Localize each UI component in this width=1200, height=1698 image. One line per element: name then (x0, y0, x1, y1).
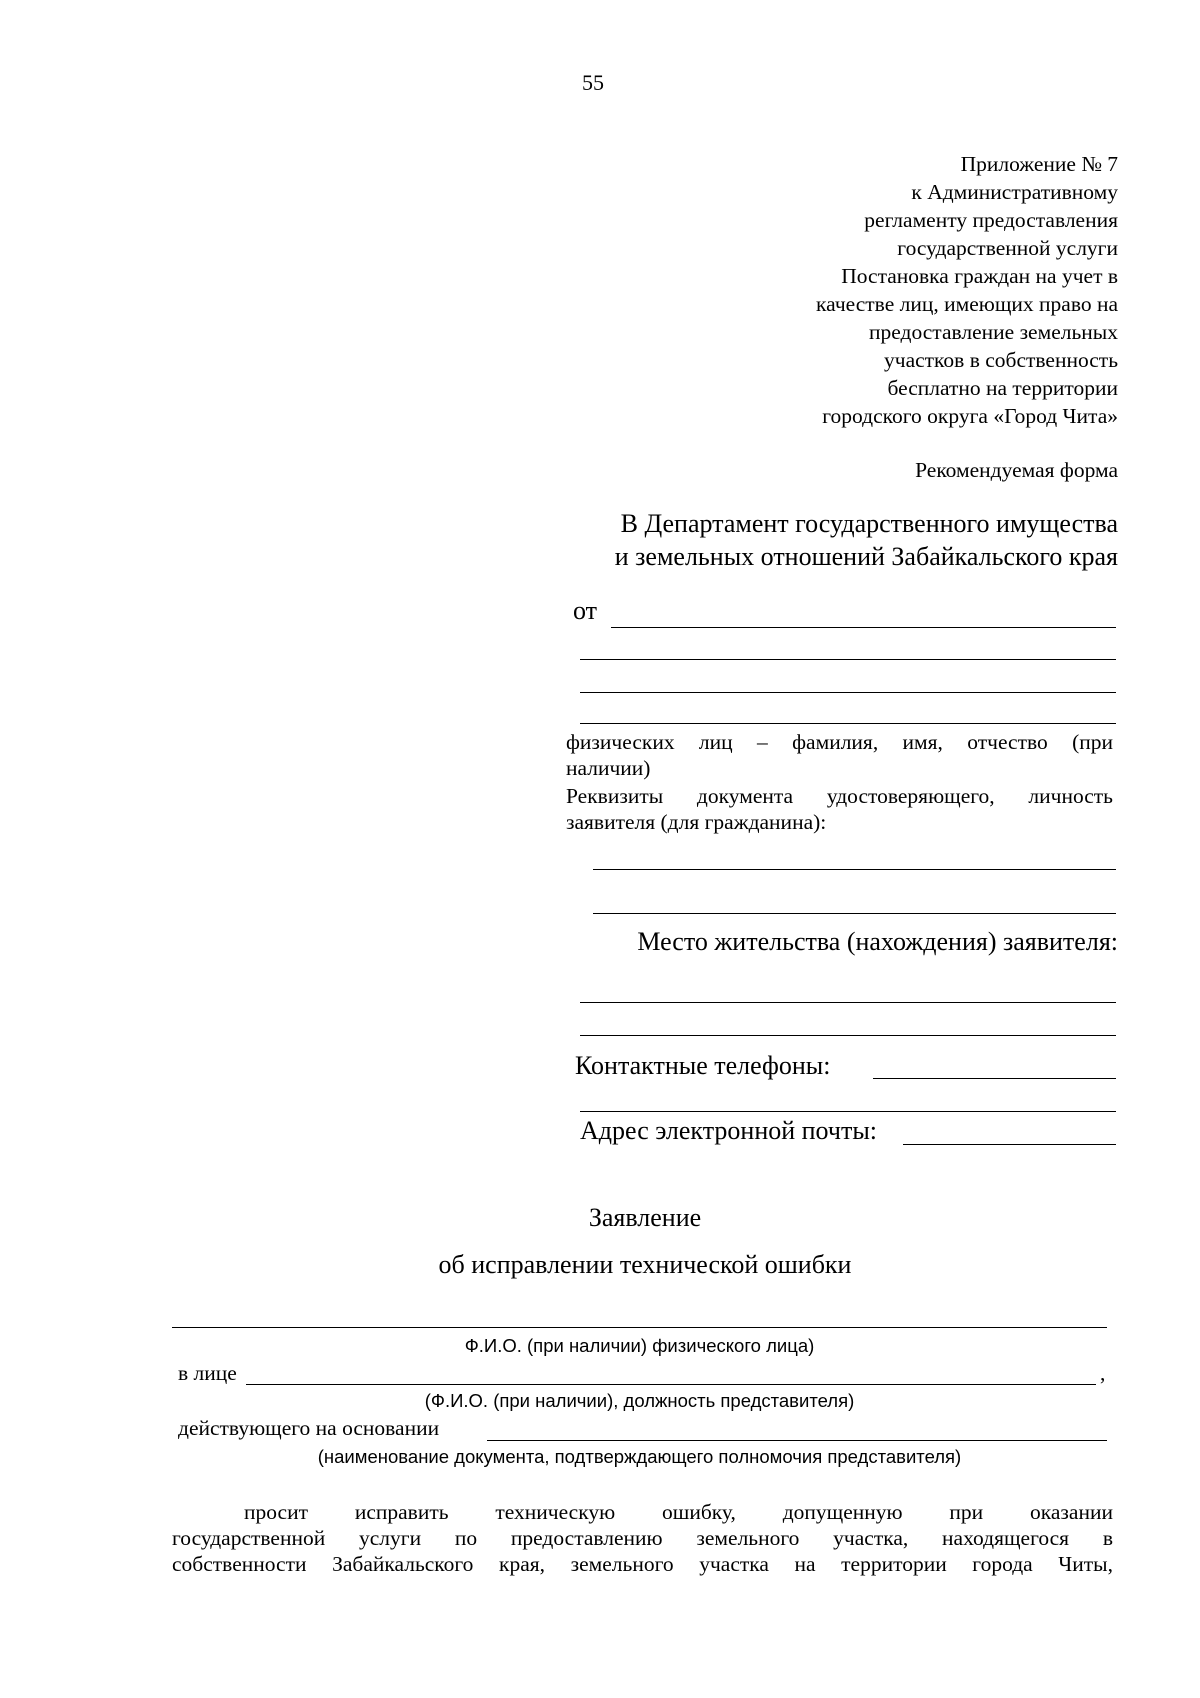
name-hint-line: физических лиц – фамилия, имя, отчество (при (566, 730, 1113, 754)
id-document-field-line[interactable] (593, 869, 1116, 870)
person-field-line[interactable] (172, 1327, 1107, 1328)
phones-field-line[interactable] (873, 1078, 1116, 1079)
represented-caption: (Ф.И.О. (при наличии), должность представителя) (424, 1390, 855, 1411)
appendix-header (816, 150, 1118, 430)
represented-comma: , (1100, 1361, 1106, 1385)
appendix-line: Приложение № 7 (960, 152, 1118, 176)
body-paragraph (172, 1499, 1113, 1577)
appendix-line: к Административному (911, 180, 1118, 204)
email-label: Адрес электронной почты: (580, 1116, 878, 1145)
id-document-line: заявителя (для гражданина): (566, 810, 827, 834)
from-field-line[interactable] (611, 627, 1116, 628)
residence-field-line[interactable] (580, 1035, 1116, 1036)
from-label: от (573, 596, 598, 625)
name-hint-line: наличии) (566, 756, 651, 780)
person-caption: Ф.И.О. (при наличии) физического лица) (464, 1335, 815, 1356)
residence-label: Место жительства (нахождения) заявителя: (637, 927, 1118, 956)
name-hint (566, 729, 1113, 781)
addressee-line: В Департамент государственного имущества (620, 509, 1118, 538)
phones-label: Контактные телефоны: (575, 1051, 831, 1080)
id-document-field-line[interactable] (593, 913, 1116, 914)
form-note: Рекомендуемая форма (915, 458, 1118, 482)
basis-caption: (наименование документа, подтверждающего полномочия представителя) (317, 1446, 962, 1467)
residence-field-line[interactable] (580, 1002, 1116, 1003)
from-field-line[interactable] (580, 692, 1116, 693)
appendix-line: участков в собственность (884, 348, 1118, 372)
appendix-line: городского округа «Город Чита» (822, 404, 1118, 428)
appendix-line: качестве лиц, имеющих право на (816, 292, 1118, 316)
body-line: государственной услуги по предоставлению земельного участка, находящегося в (172, 1526, 1113, 1550)
appendix-line: бесплатно на территории (887, 376, 1118, 400)
addressee (615, 507, 1118, 573)
id-document-label (566, 783, 1113, 835)
basis-field-line[interactable] (487, 1440, 1107, 1441)
document-subtitle: об исправлении технической ошибки (438, 1250, 852, 1279)
body-line: просит исправить техническую ошибку, допущенную при оказании (244, 1500, 1113, 1524)
phones-field-line[interactable] (580, 1111, 1116, 1112)
body-line: собственности Забайкальского края, земельного участка на территории города Читы, (172, 1552, 1113, 1576)
from-field-line[interactable] (580, 723, 1116, 724)
page-number: 55 (582, 70, 604, 95)
basis-label: действующего на основании (178, 1416, 440, 1440)
represented-field-line[interactable] (246, 1384, 1096, 1385)
addressee-line: и земельных отношений Забайкальского края (614, 542, 1118, 571)
id-document-line: Реквизиты документа удостоверяющего, личность (566, 784, 1113, 808)
appendix-line: регламенту предоставления (864, 208, 1118, 232)
appendix-line: Постановка граждан на учет в (841, 264, 1118, 288)
document-title: Заявление (588, 1203, 702, 1232)
appendix-line: предоставление земельных (869, 320, 1118, 344)
from-field-line[interactable] (580, 659, 1116, 660)
email-field-line[interactable] (903, 1144, 1116, 1145)
appendix-line: государственной услуги (897, 236, 1118, 260)
represented-label: в лице (178, 1361, 237, 1385)
